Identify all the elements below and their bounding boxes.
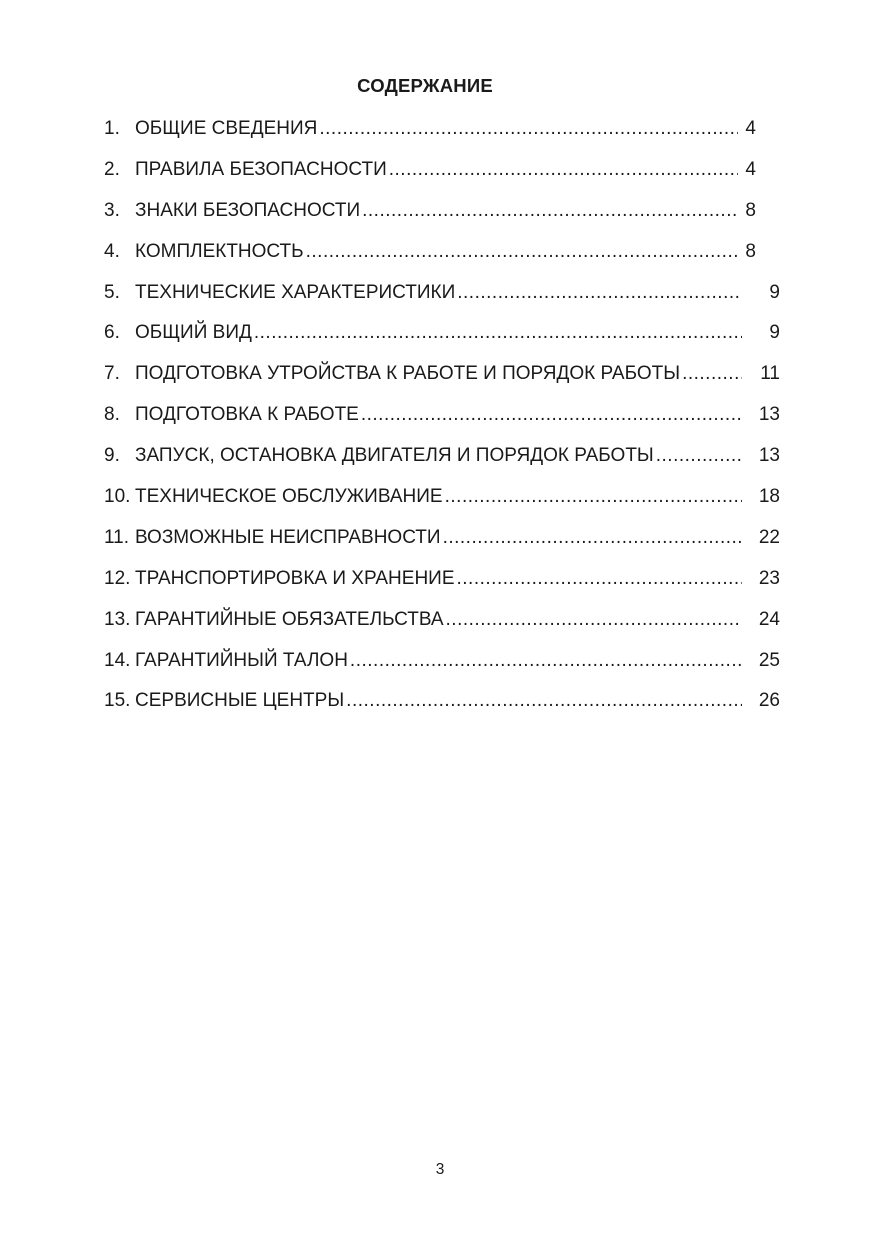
table-of-contents bbox=[104, 117, 780, 730]
toc-leader-dots bbox=[360, 199, 738, 223]
toc-leader-dots bbox=[680, 362, 742, 386]
toc-entry-line bbox=[135, 321, 742, 345]
toc-leader-dots bbox=[443, 485, 742, 509]
toc-entry[interactable] bbox=[104, 403, 780, 444]
toc-entry-page: 13 bbox=[758, 445, 780, 467]
toc-entry-number: 5. bbox=[104, 281, 120, 303]
toc-leader-dots bbox=[455, 567, 743, 591]
toc-entry-title: ГАРАНТИЙНЫЙ ТАЛОН bbox=[135, 649, 348, 671]
toc-leader-dots bbox=[304, 240, 739, 264]
toc-entry-number: 1. bbox=[104, 118, 120, 139]
toc-entry-page: 18 bbox=[758, 486, 780, 508]
toc-entry[interactable] bbox=[104, 281, 780, 322]
toc-entry-number: 15. bbox=[104, 690, 131, 712]
toc-leader-dots bbox=[444, 608, 742, 632]
toc-entry-page: 4 bbox=[745, 158, 756, 180]
toc-entry-title: СЕРВИСНЫЕ ЦЕНТРЫ bbox=[135, 690, 345, 712]
toc-entry-number: 10. bbox=[104, 486, 131, 508]
toc-entry-title: ТЕХНИЧЕСКОЕ ОБСЛУЖИВАНИЕ bbox=[135, 486, 443, 508]
toc-entry-title: ТЕХНИЧЕСКИЕ ХАРАКТЕРИСТИКИ bbox=[135, 281, 456, 303]
toc-entry-line bbox=[135, 199, 756, 223]
toc-entry-line bbox=[135, 158, 756, 182]
toc-entry[interactable] bbox=[104, 485, 780, 526]
toc-entry[interactable] bbox=[104, 362, 780, 403]
toc-entry-line bbox=[135, 403, 742, 427]
toc-entry-page: 26 bbox=[758, 690, 780, 712]
toc-entry-number: 6. bbox=[104, 322, 120, 344]
toc-entry-number: 12. bbox=[104, 567, 131, 589]
toc-entry-number: 9. bbox=[104, 445, 120, 467]
toc-entry-title: ПОДГОТОВКА УТРОЙСТВА К РАБОТЕ И ПОРЯДОК РАБОТЫ bbox=[135, 363, 681, 385]
toc-entry-number: 13. bbox=[104, 608, 131, 630]
toc-entry-title: ВОЗМОЖНЫЕ НЕИСПРАВНОСТИ bbox=[135, 526, 441, 548]
toc-entry[interactable] bbox=[104, 117, 780, 158]
toc-entry-page: 23 bbox=[758, 567, 780, 589]
toc-entry[interactable] bbox=[104, 158, 780, 199]
toc-entry-title: ПОДГОТОВКА К РАБОТЕ bbox=[135, 404, 359, 426]
toc-entry[interactable] bbox=[104, 321, 780, 362]
toc-entry[interactable] bbox=[104, 444, 780, 485]
toc-entry-title: ЗНАКИ БЕЗОПАСНОСТИ bbox=[135, 199, 361, 221]
toc-leader-dots bbox=[344, 689, 742, 713]
toc-entry-number: 14. bbox=[104, 649, 131, 671]
page-number: 3 bbox=[435, 1161, 445, 1178]
toc-entry[interactable] bbox=[104, 526, 780, 567]
toc-entry-line bbox=[135, 362, 742, 386]
toc-leader-dots bbox=[317, 117, 738, 141]
toc-leader-dots bbox=[387, 158, 739, 182]
toc-entry-page: 9 bbox=[769, 322, 780, 344]
toc-entry[interactable] bbox=[104, 567, 780, 608]
toc-entry-line bbox=[135, 117, 756, 141]
toc-entry-number: 8. bbox=[104, 404, 120, 426]
toc-leader-dots bbox=[348, 649, 742, 673]
toc-entry-page: 9 bbox=[769, 281, 780, 303]
toc-entry-line bbox=[135, 240, 756, 264]
toc-entry-page: 8 bbox=[745, 240, 756, 262]
toc-entry-page: 25 bbox=[758, 649, 780, 671]
toc-entry-line bbox=[135, 281, 742, 305]
toc-leader-dots bbox=[654, 444, 742, 468]
toc-entry-title: КОМПЛЕКТНОСТЬ bbox=[135, 240, 304, 262]
toc-entry[interactable] bbox=[104, 649, 780, 690]
toc-entry-line bbox=[135, 526, 742, 550]
toc-entry-page: 8 bbox=[745, 199, 756, 221]
toc-entry-title: ПРАВИЛА БЕЗОПАСНОСТИ bbox=[135, 158, 387, 180]
toc-entry-title: ОБЩИЙ ВИД bbox=[135, 322, 252, 344]
toc-entry[interactable] bbox=[104, 199, 780, 240]
toc-entry-title: ГАРАНТИЙНЫЕ ОБЯЗАТЕЛЬСТВА bbox=[135, 608, 444, 630]
toc-entry-line bbox=[135, 444, 742, 468]
toc-leader-dots bbox=[252, 321, 742, 345]
toc-entry-page: 4 bbox=[745, 118, 756, 139]
toc-entry-line bbox=[135, 567, 742, 591]
toc-entry-number: 7. bbox=[104, 363, 120, 385]
toc-entry-page: 11 bbox=[760, 363, 780, 385]
toc-leader-dots bbox=[441, 526, 742, 550]
toc-entry-number: 11. bbox=[104, 526, 130, 548]
toc-entry-line bbox=[135, 689, 742, 713]
toc-entry-title: ТРАНСПОРТИРОВКА И ХРАНЕНИЕ bbox=[135, 567, 455, 589]
toc-entry-line bbox=[135, 649, 742, 673]
toc-entry-line bbox=[135, 608, 742, 632]
toc-entry-page: 22 bbox=[758, 526, 780, 548]
toc-entry-number: 3. bbox=[104, 199, 120, 221]
page-title: СОДЕРЖАНИЕ bbox=[357, 75, 493, 96]
toc-leader-dots bbox=[359, 403, 742, 427]
toc-entry-page: 24 bbox=[758, 608, 780, 630]
toc-entry-number: 2. bbox=[104, 158, 120, 180]
toc-entry-line bbox=[135, 485, 742, 509]
toc-entry-number: 4. bbox=[104, 240, 120, 262]
toc-entry[interactable] bbox=[104, 689, 780, 730]
toc-entry-title: ОБЩИЕ СВЕДЕНИЯ bbox=[135, 118, 318, 139]
toc-entry-page: 13 bbox=[758, 404, 780, 426]
toc-leader-dots bbox=[455, 281, 742, 305]
toc-entry-title: ЗАПУСК, ОСТАНОВКА ДВИГАТЕЛЯ И ПОРЯДОК РАБОТЫ bbox=[135, 445, 654, 467]
toc-entry[interactable] bbox=[104, 608, 780, 649]
toc-entry[interactable] bbox=[104, 240, 780, 281]
